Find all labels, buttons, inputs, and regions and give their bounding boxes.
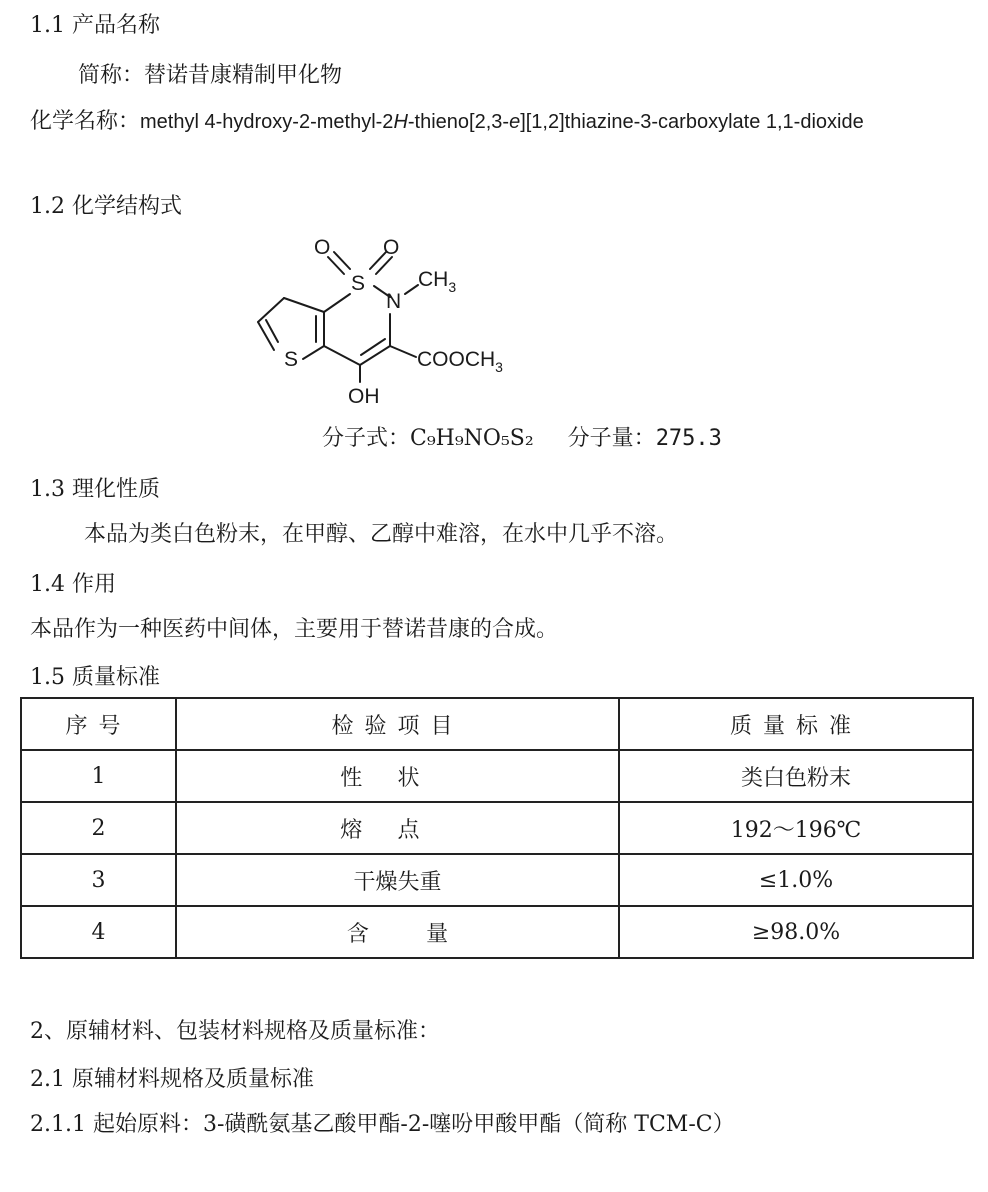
properties-text: 本品为类白色粉末，在甲醇、乙醇中难溶，在水中几乎不溶。 [84, 522, 679, 547]
row-test-item: 性状 [176, 750, 619, 802]
table-row [21, 854, 973, 906]
row-standard: 类白色粉末 [619, 750, 973, 802]
row-test-item: 干燥失重 [176, 854, 619, 906]
chemical-structure-diagram [240, 222, 560, 412]
quality-standard-table [20, 697, 974, 959]
chemical-name-italic-e: e [509, 111, 521, 133]
formula-line [322, 421, 722, 452]
row-test-item: 熔点 [176, 802, 619, 854]
formula-label: 分子式： [322, 426, 411, 451]
row-number: 1 [21, 750, 176, 802]
table-row [21, 750, 973, 802]
table-header-row [21, 698, 973, 750]
row-standard: ≤1.0% [619, 854, 973, 906]
n-methyl-ch: CH [418, 268, 449, 291]
chemical-name-line [30, 104, 864, 135]
row-number: 4 [21, 906, 176, 958]
heading-1-3: 1.3 理化性质 [30, 477, 160, 502]
nitrogen-label: N [386, 290, 402, 313]
chemical-name-value [140, 111, 864, 133]
oxygen-label-1: O [314, 236, 331, 259]
item-2-1-1 [30, 1107, 735, 1138]
thiophene-sulfur-label: S [284, 348, 299, 371]
sulfonyl-sulfur-label: S [351, 272, 366, 295]
ester-text: COOCH [417, 348, 496, 371]
molecular-weight-label: 分子量： [567, 426, 656, 451]
chemical-name-italic-h: H [393, 111, 408, 133]
chemical-name-part2: -thieno[2,3- [407, 111, 510, 133]
row-number: 2 [21, 802, 176, 854]
short-name-line [78, 58, 342, 89]
row-number: 3 [21, 854, 176, 906]
row-standard: 192～196℃ [619, 802, 973, 854]
heading-2-1: 2.1 原辅材料规格及质量标准 [30, 1067, 314, 1092]
row-standard: ≥98.0% [619, 906, 973, 958]
item-text: 3-磺酰氨基乙酸甲酯-2-噻吩甲酸甲酯（简称 TCM-C） [203, 1112, 735, 1137]
heading-2: 2、原辅材料、包装材料规格及质量标准： [30, 1019, 440, 1044]
ester-label [417, 348, 503, 375]
header-number: 序号 [21, 698, 176, 750]
ester-subscript: 3 [495, 359, 503, 375]
short-name-value: 替诺昔康精制甲化物 [144, 63, 343, 88]
formula-value: C₉H₉NO₅S₂ [410, 426, 534, 451]
short-name-label: 简称： [78, 63, 145, 88]
item-label: 起始原料： [92, 1112, 203, 1137]
heading-1-5: 1.5 质量标准 [30, 665, 160, 690]
usage-text: 本品作为一种医药中间体，主要用于替诺昔康的合成。 [30, 617, 559, 642]
n-methyl-label [418, 268, 456, 295]
oxygen-label-2: O [383, 236, 400, 259]
row-test-item: 含量 [176, 906, 619, 958]
heading-1-1: 1.1 产品名称 [30, 13, 160, 38]
chemical-name-part3: ][1,2]thiazine-3-carboxylate 1,1-dioxide [520, 111, 864, 133]
header-standard: 质量标准 [619, 698, 973, 750]
heading-1-2: 1.2 化学结构式 [30, 194, 182, 219]
table-row [21, 906, 973, 958]
table-row [21, 802, 973, 854]
hydroxyl-label: OH [348, 385, 380, 408]
heading-1-4: 1.4 作用 [30, 572, 116, 597]
molecular-weight-value: 275.3 [655, 426, 722, 451]
header-test-item: 检验项目 [176, 698, 619, 750]
item-number: 2.1.1 [30, 1112, 86, 1137]
chemical-name-part1: methyl 4-hydroxy-2-methyl-2 [140, 111, 394, 133]
n-methyl-subscript: 3 [448, 279, 457, 295]
chemical-name-label: 化学名称： [30, 109, 141, 134]
